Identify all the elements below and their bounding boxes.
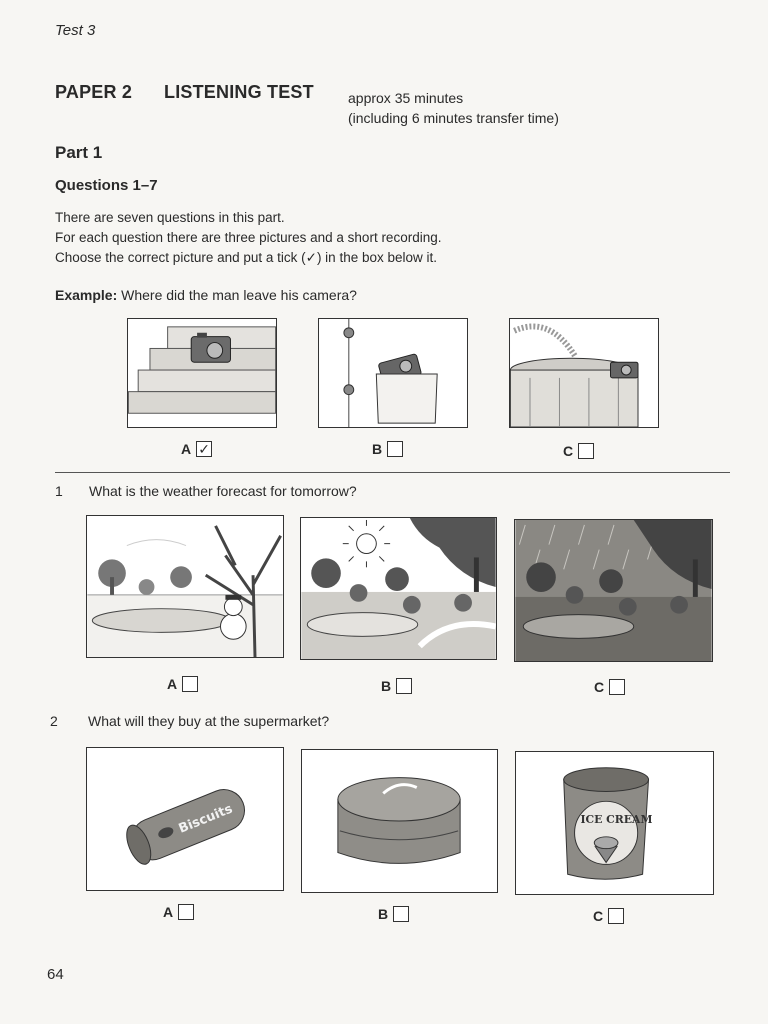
camera-on-steps-icon[interactable] [127, 318, 277, 428]
duration-line-1: approx 35 minutes [348, 90, 464, 106]
paper-title: PAPER 2 [55, 82, 133, 102]
snowy-park-icon[interactable] [86, 515, 284, 658]
page-number: 64 [47, 966, 64, 983]
test-title: LISTENING TEST [164, 82, 314, 102]
q2-option-c [593, 908, 624, 924]
option-letter: B [372, 441, 383, 457]
biscuits-icon[interactable] [86, 747, 284, 891]
example-option-a [181, 441, 212, 457]
biscuits-label: Biscuits [176, 801, 235, 837]
option-letter: B [378, 906, 389, 922]
part-title: Part 1 [55, 143, 103, 162]
q2-option-a [163, 904, 194, 920]
example-option-c [563, 443, 594, 459]
option-letter: B [381, 678, 392, 694]
camera-in-pocket-icon[interactable] [318, 318, 468, 428]
example-question [55, 287, 357, 303]
answer-checkbox[interactable]: ✓ [196, 441, 212, 457]
question-text: What will they buy at the supermarket? [88, 713, 330, 729]
answer-checkbox[interactable] [178, 904, 194, 920]
q1-option-c [594, 679, 625, 695]
test-label: Test 3 [55, 22, 96, 39]
answer-checkbox[interactable] [609, 679, 625, 695]
question-number: 2 [50, 713, 58, 729]
instruction-line: There are seven questions in this part. [55, 210, 285, 225]
option-letter: C [563, 443, 574, 459]
question-text: What is the weather forecast for tomorrow? [89, 483, 357, 499]
questions-label: Questions 1–7 [55, 177, 158, 194]
q1-option-a [167, 676, 198, 692]
ice-cream-tub-icon[interactable] [515, 751, 714, 895]
example-option-b [372, 441, 403, 457]
answer-checkbox[interactable] [182, 676, 198, 692]
duration-line-2: (including 6 minutes transfer time) [348, 110, 559, 126]
q1-option-b [381, 678, 412, 694]
option-letter: C [594, 679, 605, 695]
option-letter: A [167, 676, 178, 692]
camera-on-fountain-icon[interactable] [509, 318, 659, 428]
option-letter: A [163, 904, 174, 920]
instruction-line: For each question there are three pictures and a short recording. [55, 230, 442, 245]
question-number: 1 [55, 483, 63, 499]
instructions [55, 208, 441, 268]
divider [55, 472, 730, 473]
option-letter: A [181, 441, 192, 457]
ice-cream-label: ICE CREAM [580, 813, 653, 826]
option-letter: C [593, 908, 604, 924]
example-label: Example: [55, 287, 118, 303]
example-question-text: Where did the man leave his camera? [121, 287, 357, 303]
cake-icon[interactable] [301, 749, 498, 893]
answer-checkbox[interactable] [396, 678, 412, 694]
q2-option-b [378, 906, 409, 922]
rainy-park-icon[interactable] [514, 519, 713, 662]
sunny-park-icon[interactable] [300, 517, 497, 660]
answer-checkbox[interactable] [578, 443, 594, 459]
answer-checkbox[interactable] [393, 906, 409, 922]
answer-checkbox[interactable] [608, 908, 624, 924]
instruction-line: Choose the correct picture and put a tick (✓) in the box below it. [55, 250, 438, 265]
answer-checkbox[interactable] [387, 441, 403, 457]
duration-note [348, 88, 559, 128]
